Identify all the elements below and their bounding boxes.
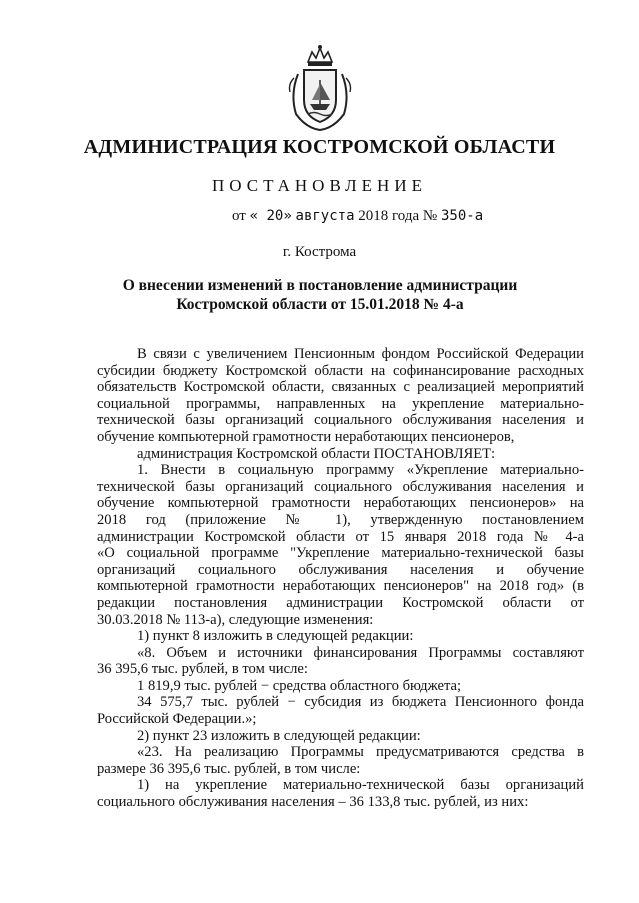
body-line: 34 575,7 тыс. рублей − субсидия из бюджета Пенсионного фонда bbox=[137, 694, 584, 711]
body-line: технической базы организаций социального обслуживания населения и bbox=[97, 478, 584, 495]
date-month: августа bbox=[295, 208, 355, 224]
body-line: «8. Объем и источники финансирования Программы составляют bbox=[137, 644, 584, 661]
body-line: администрации Костромской области от 15 января 2018 года № 4-а bbox=[97, 528, 584, 545]
subject-line: О внесении изменений в постановление администрации bbox=[122, 277, 518, 294]
body-line: социального обслуживания населения – 36 133,8 тыс. рублей, из них: bbox=[97, 794, 529, 811]
body-line: технической базы организаций социального обслуживания населения и bbox=[97, 412, 584, 429]
body-line: редакции постановления администрации Костромской области от bbox=[97, 594, 584, 611]
body-line: организаций социального обслуживания населения и обучение bbox=[97, 561, 584, 578]
document-number: 350-а bbox=[440, 208, 484, 224]
body-line: 1. Внести в социальную программу «Укрепление материально- bbox=[137, 462, 584, 479]
body-line: 2) пункт 23 изложить в следующей редакции: bbox=[137, 727, 421, 744]
date-prefix: от bbox=[232, 208, 246, 224]
document-type: ПОСТАНОВЛЕНИЕ bbox=[211, 176, 427, 195]
body-line: 1 819,9 тыс. рублей − средства областного бюджета; bbox=[137, 677, 462, 694]
city: г. Кострома bbox=[282, 244, 357, 260]
document-subject bbox=[90, 276, 550, 314]
body-line: 2018 год (приложение № 1), утвержденную постановлением bbox=[97, 511, 584, 528]
body-line: субсидии бюджету Костромской области на софинансирование расходных bbox=[97, 362, 584, 379]
body-line: «23. На реализацию Программы предусматриваются средства в bbox=[137, 744, 584, 761]
body-line: Российской Федерации.»; bbox=[97, 711, 257, 728]
body-line: администрация Костромской области ПОСТАНОВЛЯЕТ: bbox=[137, 445, 496, 462]
coat-of-arms-icon bbox=[284, 44, 356, 132]
body-line: социальной программы, направленных на укрепление материально- bbox=[97, 395, 584, 412]
body-line: 30.03.2018 № 113-а), следующие изменения: bbox=[97, 611, 374, 628]
date-day: « 20» bbox=[249, 208, 292, 224]
body-line: обучение компьютерной грамотности неработающих пенсионеров, bbox=[97, 428, 515, 445]
body-line: размере 36 395,6 тыс. рублей, в том числе: bbox=[97, 760, 361, 777]
document-date-line bbox=[232, 208, 483, 225]
body-line: 36 395,6 тыс. рублей, в том числе: bbox=[97, 661, 308, 678]
body-line: компьютерной грамотности неработающих пенсионеров" на 2018 год» (в bbox=[97, 578, 584, 595]
body-line: обязательств Костромской области, связанных с реализацией мероприятий bbox=[97, 379, 584, 396]
body-line: 1) на укрепление материально-технической базы организаций bbox=[137, 777, 584, 794]
date-year: 2018 года № bbox=[358, 208, 438, 224]
body-line: 1) пункт 8 изложить в следующей редакции: bbox=[137, 628, 414, 645]
subject-line: Костромской области от 15.01.2018 № 4-а bbox=[176, 296, 464, 313]
body-line: В связи с увеличением Пенсионным фондом Российской Федерации bbox=[137, 346, 584, 362]
organization-title: АДМИНИСТРАЦИЯ КОСТРОМСКОЙ ОБЛАСТИ bbox=[83, 136, 556, 158]
body-line: «О социальной программе "Укрепление материально-технической базы bbox=[97, 545, 584, 562]
body-line: обучение компьютерной грамотности неработающих пенсионеров» на bbox=[97, 495, 584, 512]
document-body bbox=[97, 346, 584, 811]
